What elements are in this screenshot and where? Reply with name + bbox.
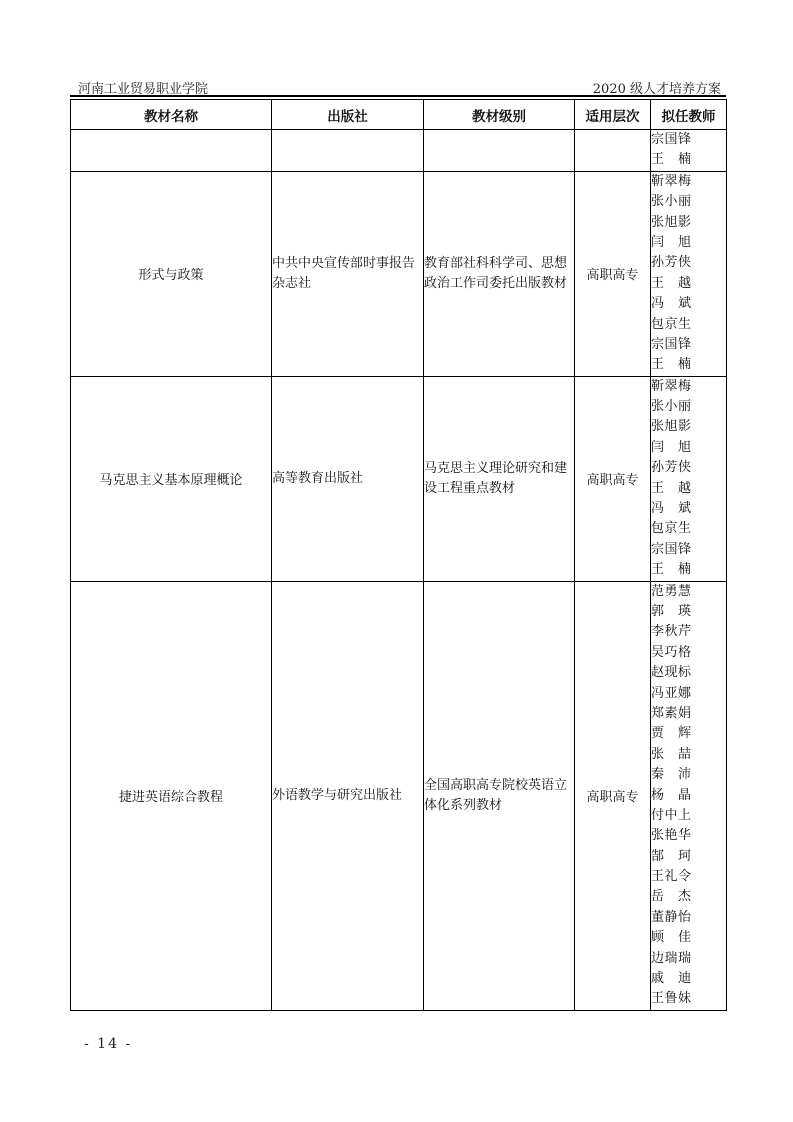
teacher-name: 赵现标 [651,665,692,681]
teacher-name: 包京生 [651,316,692,332]
teacher-name: 贾 辉 [651,726,692,742]
teacher-name: 靳翠梅 [651,173,692,189]
teacher-name: 王 楠 [651,562,692,578]
teacher-name: 孙芳侠 [651,460,692,476]
teacher-name: 郭 瑛 [651,603,692,619]
cell-textbook-level: 教育部社科科学司、思想政治工作司委托出版教材 [424,171,575,376]
teacher-name: 付中上 [651,807,692,823]
teacher-name: 张小丽 [651,194,692,210]
teacher-name: 岳 杰 [651,889,692,905]
table-body [71,130,727,1011]
cell-textbook-name: 形式与政策 [71,171,272,376]
cell-textbook-level [424,130,575,172]
teacher-name: 秦 沛 [651,767,692,783]
teacher-name: 王 楠 [651,152,692,168]
teacher-name: 冯 斌 [651,501,692,517]
page-number: - 14 - [84,1036,133,1052]
col-header-textbook-name: 教材名称 [71,100,272,130]
table-row [71,130,727,172]
table-row [71,376,727,581]
cell-textbook-level: 全国高职高专院校英语立体化系列教材 [424,581,575,1010]
teacher-name: 王礼令 [651,869,692,885]
teacher-name: 冯亚娜 [651,685,692,701]
teacher-name: 王 越 [651,275,692,291]
teacher-name: 孙芳侠 [651,255,692,271]
teacher-name: 闫 旭 [651,234,692,250]
header-program-title: 2020 级人才培养方案 [592,82,721,97]
teacher-name: 边瑞瑞 [651,950,692,966]
cell-teachers [651,581,727,1010]
cell-applicable-tier: 高职高专 [575,581,651,1010]
teacher-name: 宗国锋 [651,132,692,147]
col-header-teachers: 拟任教师 [651,100,727,130]
table-row [71,171,727,376]
teacher-name: 张小丽 [651,399,692,415]
cell-publisher: 外语教学与研究出版社 [272,581,424,1010]
teacher-name: 宗国锋 [651,336,692,352]
teacher-name: 李秋芹 [651,624,692,640]
col-header-applicable-tier: 适用层次 [575,100,651,130]
teacher-name: 范勇慧 [651,583,692,599]
cell-textbook-level: 马克思主义理论研究和建设工程重点教材 [424,376,575,581]
table-row [71,581,727,1010]
col-header-textbook-level: 教材级别 [424,100,575,130]
cell-publisher [272,130,424,172]
cell-teachers [651,376,727,581]
teacher-name: 戚 迪 [651,971,692,987]
cell-publisher: 高等教育出版社 [272,376,424,581]
header-school-name: 河南工业贸易职业学院 [78,82,209,97]
teacher-name: 靳翠梅 [651,378,692,394]
textbook-table [70,99,727,1011]
cell-textbook-name: 捷进英语综合教程 [71,581,272,1010]
teacher-name: 董静怡 [651,909,692,925]
teacher-name: 张旭影 [651,419,692,435]
teacher-name: 张艳华 [651,828,692,844]
cell-publisher: 中共中央宣传部时事报告杂志社 [272,171,424,376]
teacher-name: 王 楠 [651,357,692,373]
teacher-name: 郜 珂 [651,848,692,864]
teacher-name: 张 喆 [651,746,692,762]
cell-applicable-tier: 高职高专 [575,376,651,581]
teacher-name: 吴巧格 [651,644,692,660]
teacher-name: 郑素娟 [651,705,692,721]
teacher-name: 顾 佳 [651,930,692,946]
teacher-name: 王鲁妹 [651,991,692,1007]
teacher-name: 杨 晶 [651,787,692,803]
cell-applicable-tier [575,130,651,172]
teacher-name: 包京生 [651,521,692,537]
col-header-publisher: 出版社 [272,100,424,130]
cell-teachers [651,171,727,376]
teacher-name: 冯 斌 [651,296,692,312]
teacher-name: 宗国锋 [651,541,692,557]
cell-textbook-name [71,130,272,172]
cell-textbook-name: 马克思主义基本原理概论 [71,376,272,581]
cell-applicable-tier: 高职高专 [575,171,651,376]
teacher-name: 闫 旭 [651,439,692,455]
table-header-row [71,100,727,130]
teacher-name: 张旭影 [651,214,692,230]
teacher-name: 王 越 [651,480,692,496]
cell-teachers [651,130,727,172]
header-rule [70,95,726,97]
